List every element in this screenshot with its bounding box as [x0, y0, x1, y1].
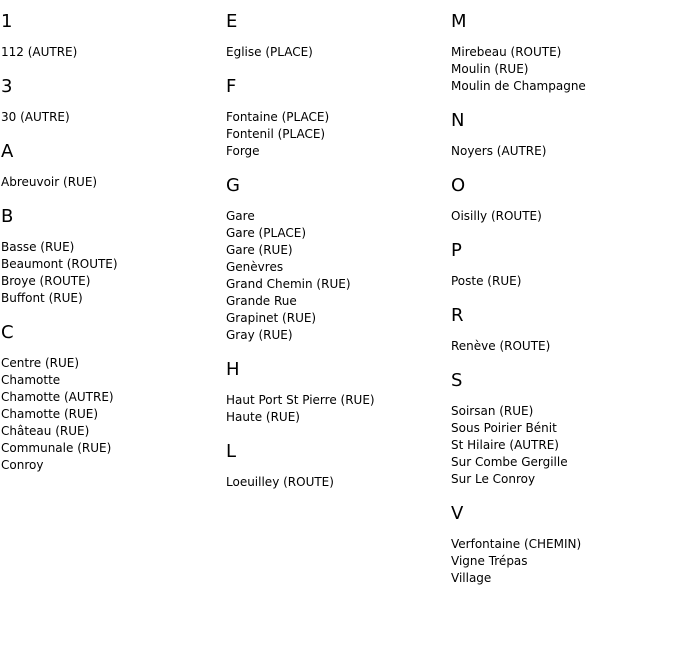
section-letter-heading: G [226, 175, 240, 196]
street-entry: Sous Poirier Bénit [451, 421, 557, 435]
index-column-3 [451, 9, 675, 600]
index-column-2 [226, 9, 451, 504]
street-entry: Noyers (AUTRE) [451, 144, 547, 158]
section-letter-heading: M [451, 11, 467, 32]
street-entry: Gare [226, 209, 255, 223]
street-entry: Fontaine (PLACE) [226, 110, 330, 124]
section-letter-heading: 3 [1, 76, 13, 97]
street-entry: Centre (RUE) [1, 356, 80, 370]
section-letter-heading: 1 [1, 11, 13, 32]
street-list [226, 474, 451, 491]
street-entry: Communale (RUE) [1, 441, 112, 455]
index-column-1 [1, 9, 226, 487]
letter-section [451, 303, 675, 355]
street-list [451, 536, 675, 587]
street-entry: Moulin (RUE) [451, 62, 529, 76]
section-letter-heading: V [451, 503, 464, 524]
section-letter-heading: C [1, 322, 14, 343]
street-entry: Oisilly (ROUTE) [451, 209, 542, 223]
street-list [1, 44, 226, 61]
letter-section [451, 501, 675, 587]
street-entry: 112 (AUTRE) [1, 45, 78, 59]
section-letter-heading: O [451, 175, 466, 196]
street-entry: Basse (RUE) [1, 240, 75, 254]
street-entry: Haut Port St Pierre (RUE) [226, 393, 375, 407]
letter-section [451, 9, 675, 95]
street-entry: Moulin de Champagne [451, 79, 586, 93]
street-entry: Mirebeau (ROUTE) [451, 45, 562, 59]
street-entry: Chamotte (RUE) [1, 407, 99, 421]
street-entry: Verfontaine (CHEMIN) [451, 537, 582, 551]
section-letter-heading: N [451, 110, 465, 131]
letter-section [451, 173, 675, 225]
street-entry: Beaumont (ROUTE) [1, 257, 118, 271]
section-letter-heading: A [1, 141, 14, 162]
letter-section [1, 320, 226, 474]
letter-section [451, 238, 675, 290]
street-entry: Grand Chemin (RUE) [226, 277, 351, 291]
letter-section [226, 357, 451, 426]
street-entry: Fontenil (PLACE) [226, 127, 326, 141]
street-list [451, 338, 675, 355]
letter-section [226, 74, 451, 160]
letter-section [226, 173, 451, 344]
street-entry: Village [451, 571, 492, 585]
section-letter-heading: R [451, 305, 464, 326]
street-entry: 30 (AUTRE) [1, 110, 70, 124]
street-list [451, 44, 675, 95]
street-list [1, 239, 226, 307]
section-letter-heading: S [451, 370, 463, 391]
street-entry: Buffont (RUE) [1, 291, 83, 305]
street-list [226, 44, 451, 61]
letter-section [1, 204, 226, 307]
street-entry: Abreuvoir (RUE) [1, 175, 98, 189]
street-entry: Poste (RUE) [451, 274, 522, 288]
street-entry: Haute (RUE) [226, 410, 300, 424]
street-entry: Eglise (PLACE) [226, 45, 313, 59]
street-entry: Sur Le Conroy [451, 472, 536, 486]
street-entry: Château (RUE) [1, 424, 90, 438]
street-entry: Gare (PLACE) [226, 226, 307, 240]
letter-section [1, 9, 226, 61]
street-entry: Sur Combe Gergille [451, 455, 568, 469]
section-letter-heading: B [1, 206, 14, 227]
section-letter-heading: H [226, 359, 240, 380]
street-entry: Broye (ROUTE) [1, 274, 91, 288]
street-list [451, 208, 675, 225]
street-entry: Gare (RUE) [226, 243, 293, 257]
street-list [226, 208, 451, 344]
letter-section [226, 9, 451, 61]
street-list [226, 392, 451, 426]
letter-section [451, 108, 675, 160]
street-entry: Chamotte [1, 373, 61, 387]
street-list [1, 174, 226, 191]
street-list [451, 273, 675, 290]
street-entry: St Hilaire (AUTRE) [451, 438, 559, 452]
street-entry: Conroy [1, 458, 44, 472]
street-entry: Soirsan (RUE) [451, 404, 534, 418]
street-list [451, 143, 675, 160]
street-entry: Grapinet (RUE) [226, 311, 317, 325]
section-letter-heading: E [226, 11, 238, 32]
street-entry: Grande Rue [226, 294, 297, 308]
letter-section [451, 368, 675, 488]
street-list [226, 109, 451, 160]
section-letter-heading: L [226, 441, 237, 462]
street-entry: Renève (ROUTE) [451, 339, 551, 353]
letter-section [1, 139, 226, 191]
street-entry: Gray (RUE) [226, 328, 293, 342]
street-list [451, 403, 675, 488]
letter-section [1, 74, 226, 126]
letter-section [226, 439, 451, 491]
street-list [1, 355, 226, 474]
street-entry: Chamotte (AUTRE) [1, 390, 114, 404]
section-letter-heading: F [226, 76, 237, 97]
street-entry: Forge [226, 144, 260, 158]
street-entry: Loeuilley (ROUTE) [226, 475, 334, 489]
street-entry: Genèvres [226, 260, 284, 274]
street-entry: Vigne Trépas [451, 554, 528, 568]
street-list [1, 109, 226, 126]
section-letter-heading: P [451, 240, 462, 261]
